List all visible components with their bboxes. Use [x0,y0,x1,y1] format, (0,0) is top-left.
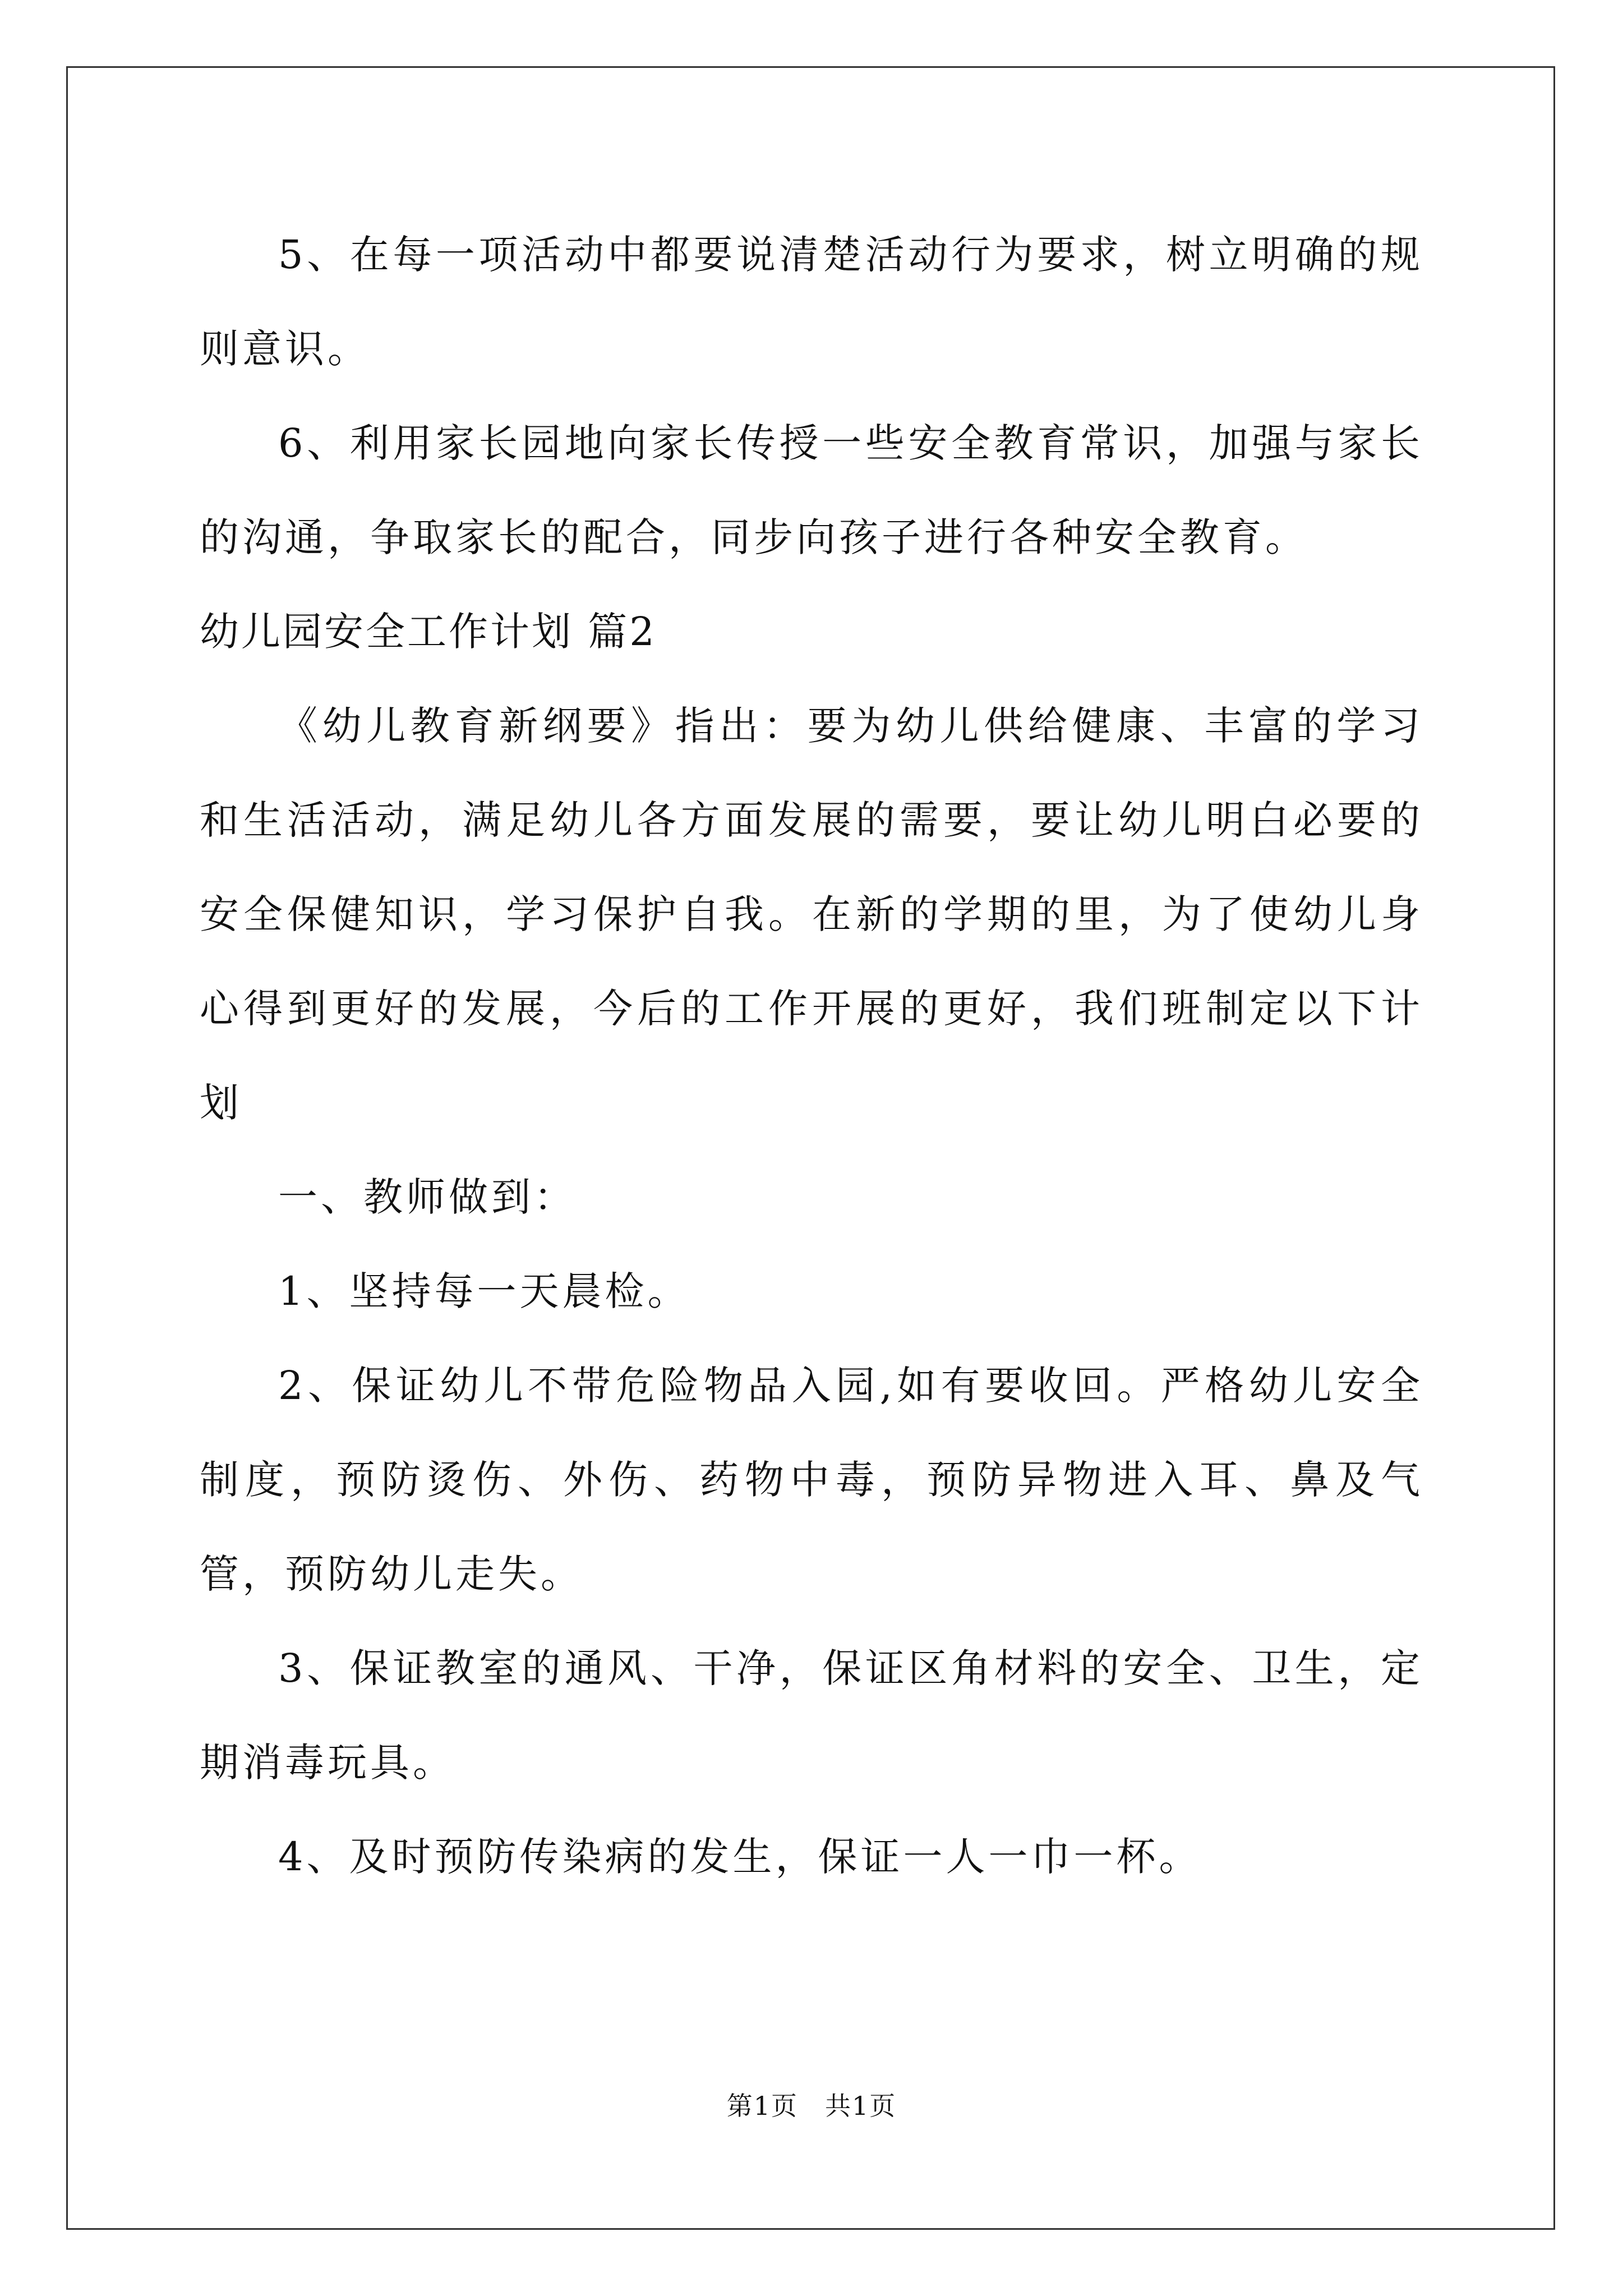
list-item-3: 3、保证教室的通风、干净，保证区角材料的安全、卫生，定期消毒玩具。 [200,1645,1423,1786]
page-number: 第1页 [726,2091,798,2121]
list-item-1: 1、坚持每一天晨检。 [278,1268,690,1314]
page-footer [0,2089,1623,2123]
heading-teacher-duties: 一、教师做到： [278,1174,577,1220]
section-title: 幼儿园安全工作计划 篇2 [200,609,657,655]
list-item-4: 4、及时预防传染病的发生，保证一人一巾一杯。 [278,1834,1202,1880]
document-body [200,208,1423,1904]
list-item-2: 2、保证幼儿不带危险物品入园,如有要收回。严格幼儿安全制度，预防烫伤、外伤、药物中毒，预防异物进入耳、鼻及气管，预防幼儿走失。 [200,1363,1423,1597]
paragraph-item-5: 5、在每一项活动中都要说清楚活动行为要求，树立明确的规则意识。 [200,232,1423,372]
paragraph-item-6: 6、利用家长园地向家长传授一些安全教育常识，加强与家长的沟通，争取家长的配合，同步向孩子进行各种安全教育。 [200,420,1423,560]
paragraph-intro: 《幼儿教育新纲要》指出：要为幼儿供给健康、丰富的学习和生活活动，满足幼儿各方面发展的需要，要让幼儿明白必要的安全保健知识，学习保护自我。在新的学期的里，为了使幼儿身心得到更好的发展，今后的工作开展的更好，我们班制定以下计划 [200,703,1423,1126]
page-total: 共1页 [825,2091,897,2121]
